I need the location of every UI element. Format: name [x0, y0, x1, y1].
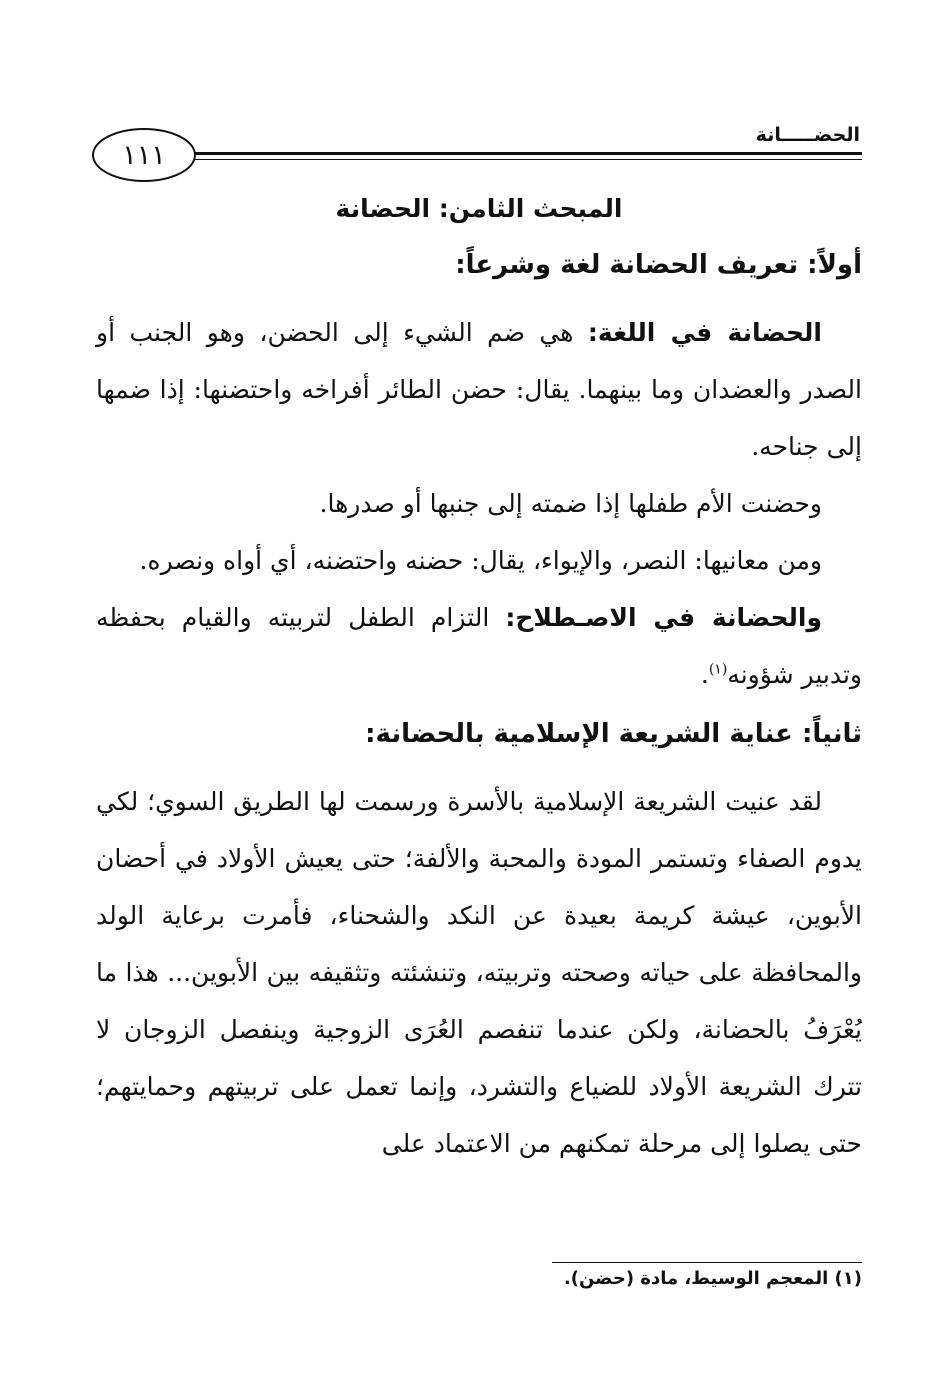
paragraph-end: .: [700, 660, 709, 689]
footnote: (١) المعجم الوسيط، مادة (حضن).: [563, 1268, 862, 1289]
running-title: الحضـــــانة: [755, 124, 860, 146]
footnote-divider: [552, 1262, 862, 1263]
page-body: [96, 186, 862, 1172]
page-number: ١١١: [92, 128, 196, 182]
paragraph-technical-definition: [96, 589, 862, 703]
header-rule-thin: [184, 159, 862, 160]
paragraph-text: التزام الطفل لتربيته والقيام بحفظه وتدبير شؤونه: [96, 603, 862, 689]
heading-sharia-care: ثانياً: عناية الشريعة الإسلامية بالحضانة:: [365, 719, 862, 749]
term-linguistic: الحضانة في اللغة:: [587, 318, 822, 347]
term-technical: والحضانة في الاصـطلاح:: [505, 603, 822, 632]
paragraph-mother-embrace: وحضنت الأم طفلها إذا ضمته إلى جنبها أو صدرها.: [319, 489, 822, 518]
paragraph-sharia-care: لقد عنيت الشريعة الإسلامية بالأسرة ورسمت لها الطريق السوي؛ لكي يدوم الصفاء وتستمر المودة والمحبة والألفة؛ حتى يعيش الأولاد في أحضان الأبوين، عيشة كريمة بعيدة عن النكد والشحناء، فأمرت برعاية الولد والمحافظة على حياته وصحته وتربيته، وتنشئته وتثقيفه بين الأبوين... هذا ما يُعْرَفُ بالحضانة، ولكن عندما تنفصم العُرَى الزوجية وينفصل الزوجان لا تترك الشريعة الأولاد للضياع والتشرد، وإنما تعمل على تربيتهم وحمايتهم؛ حتى يصلوا إلى مرحلة تمكنهم من الاعتماد على: [96, 787, 862, 1158]
page-header: [92, 118, 862, 188]
header-rule-thick: [184, 152, 862, 155]
footnote-reference: (١): [708, 661, 728, 678]
heading-definition: أولاً: تعريف الحضانة لغة وشرعاً:: [455, 250, 862, 280]
paragraph-meanings: ومن معانيها: النصر، والإيواء، يقال: حضنه واحتضنه، أي أواه ونصره.: [139, 546, 822, 575]
section-title: المبحث الثامن: الحضانة: [335, 194, 623, 223]
paragraph-linguistic-definition: [96, 304, 862, 475]
paragraph-text: هي ضم الشيء إلى الحضن، وهو الجنب أو الصدر والعضدان وما بينهما. يقال: حضن الطائر أفراخه واحتضنها: إذا ضمها إلى جناحه.: [96, 318, 862, 461]
